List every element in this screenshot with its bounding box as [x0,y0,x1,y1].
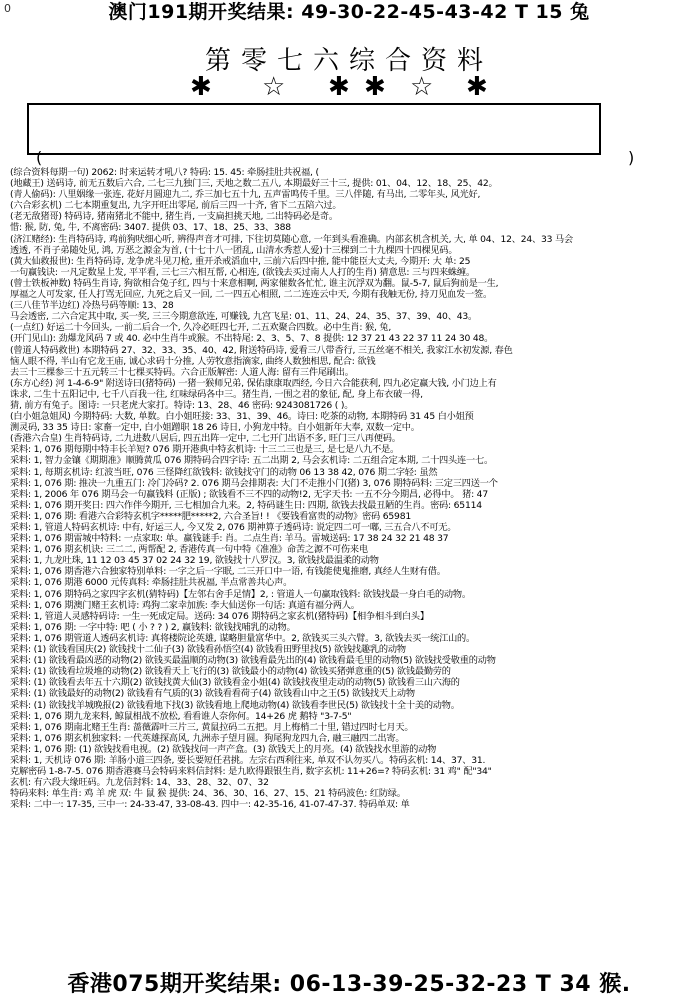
text-line: (三八佳节半边红) 冷热号码等顺: 13、28 [10,300,174,312]
text-line: (青人偷码): 八里姻缘一张连, 花好月圆迎九二, 乔三加七五十九, 五声雷鸣传千里。三八伴随, 有马出, 二零年头, 风光好, [10,189,481,201]
text-line: (一点红) 好运二十今回头, 一前二后合一个, 久冷必旺四七开, 二五欢聚合四数。必中生肖: 猴, 兔, [10,322,392,334]
content-text-block [10,167,692,952]
stars-row [0,74,698,100]
bracket-left: ( [36,148,43,167]
asterisk-star-icon: ✱ [190,72,212,102]
text-line: 特码来料: 单生肖: 鸡 羊 虎 双: 牛 鼠 猴 提供: 24、36、30、16、27、15、21 特码波色: 红防绿。 [10,788,406,800]
text-line: 玄机: 有六段大缘旺码。九龙信封料: 14、33、28、32、07、32 [10,777,269,789]
text-line: 采料: (1) 欲钱看去年五十六期(2) 欲钱找黄大仙(3) 欲钱看金小姐(4) 欲钱找夜里走动的动物(5) 欲钱看三山六海的 [10,677,460,689]
text-line: 采料: 1, 管道人灵感特码诗: 一生一死成定局。送码: 34 076 期特码之家玄机(猪特码)【相争相斗到白头】 [10,610,429,622]
text-line: 采料: 1, 076 期九龙来料, 鲸鼠相战不放松, 看看谁人奈你何。14+26 虎 鹅特 "3-7-5" [10,710,352,722]
text-line: (老无敌猪哥) 特码诗, 猪南猪北不能中, 猪生肖, 一支扁担挑天地, 二出特码必是奇。 [10,211,338,223]
text-line: 采料: 1, 076 期香港六合独家特别单料: 一字之后一字眠, 二三开口中一语, 有钱能使鬼推磨, 真经人生财有借。 [10,566,446,578]
text-line: 采料: 1, 076 期澳门赌王玄机诗: 鸡狗二家幸加族: 李大仙送你一句话: 真道有福分两人。 [10,599,360,611]
text-line: 采料: 1, 076 期特码之家四字玄机(猜特码)【左邻右舍手足情】2, : 管道人一句赢取钱料: 欲钱找最一身白毛的动物。 [10,588,471,600]
text-line: (地藏王) 送码诗, 前无五数后六合, 二七三九独门三, 天地之数二五八, 本期最好三十三, 提供: 01、04、12、18、25、42。 [10,178,498,190]
empty-frame-box [27,103,601,155]
text-line: 采料: 1, 076 期: 看港六合彩特玄机字*****肥*****2, 六合圣旨! ! 《要钱看富贵的动物》密码 65981 [10,510,411,522]
text-line: 采料: 二中一: 17-35, 三中一: 24-33-47, 33-08-43. 四中一: 42-35-16, 41-07-47-37. 特码单双: 单 [10,799,410,811]
text-line: 采料: 1, 076 期: (1) 欲钱找看电视。(2) 欲钱找问一声产盒。(3) 欲钱天上的月亮。(4) 欲钱找水里游的动物 [10,743,437,755]
text-line: 采料: 1, 076 期: 一字中特: 吧 ( 小 ? ? ) 2, 赢钱料: 欲钱找哺乳的动物。 [10,621,296,633]
asterisk-star-icon: ✱ [364,72,386,102]
text-line: 采料: 1, 076 期雷城中特料: 一点家取: 单。赢钱谜手: 肖。二点生肖: 羊马。雷城送码: 17 38 24 32 21 48 37 [10,533,449,545]
text-line: 采料: 1, 076 期每期中特丰长羊短? 076 期开港典中特玄机诗: 十三二三也是三, 是七是八九不是。 [10,444,400,456]
text-line: 采料: (1) 欲钱找羊城晚报(2) 欲钱看地下找(3) 欲钱看地上爬地动物(4) 欲钱看李世民(5) 欲钱找十全十美的动物。 [10,699,460,711]
text-line: 采料: (1) 欲钱看垃圾堆的动物(2) 欲钱看天上飞行的(3) 欲钱最小的动物(4) 欲钱买猪弹意重的(5) 欲钱最勤劳的 [10,666,451,678]
text-line: (东方心经) 河 1-4-6-9" 附送诗曰(猪特码) 一猪一猴师兄弟, 保佑康康取西经, 今日六合能获利, 四九必定赢大钱, 小门边上有 [10,377,497,389]
text-line: 采料: 1, 076 期南北赌王生肖: 蔷薇霹叶三片三, 黄鼠拉码二五把。月上梅梢二十里, 错过四时七月天。 [10,721,414,733]
text-line: (六合彩玄机) 二七本期重复出, 九字开旺出零尾, 前后三四一十齐, 省下二五陪六过。 [10,200,342,212]
text-line: 采料: 1, 076 期管道人透码玄机诗: 真将楼院论英雄, 谋略胆量富华中。2, 欲钱买三头六臂。3, 欲钱去买一统江山的。 [10,632,476,644]
text-line: (白小姐急姐风) 今期特码: 大数, 单数。白小姐旺接: 33、31、39、46。诗曰: 吃茶的动物, 本期特码 31 45 白小姐预 [10,411,474,423]
text-line: 采料: 1, 076 期港 6000 元传真料: 牵肠挂肚共祝福, 半点常善共心声。 [10,577,293,589]
text-line: (综合资料每期一句) 2062: 时来运转才吼八? 特码: 15. 45: 牵肠挂肚共祝福, ( [10,167,319,178]
text-line: 透透, 不肖子弟随处见, 鸿, 万恶之源金为首, (十七十八一团乱, 山清水秀惹人爱)十三棵到二十九棵四十四棵见码。 [10,244,458,256]
text-line: 惜: 猴, 防, 兔, 牛, 不离密码: 3407. 提供 03、17、18、25、33、388 [10,222,291,234]
text-line: 采料: 1, 智力金镶《期期准》顺腾黄瓜 076 期特码合四字诗: 五二出期 2, 马会玄机诗: 二五组合定本期, 二十四头连一七。 [10,455,493,467]
corner-mark: 0 [4,2,11,15]
text-line: 厚福之人可发家, 任人打骂无回应, 九死之后又一回, 二一四五心相照, 二二连连云中天, 今期有我触无份, 持刀见血发一签。 [10,289,493,301]
text-line: 马会透密, 二六合定其中取, 买一奖, 三三今期意欲连, 可赚钱, 九宫飞星: 01、11、24、24、35、37、39、40、43。 [10,311,477,323]
text-line: 采料: 1, 076 期玄机诀: 三二二, 两帮配 2, 香港传真一句中特《准准》命苦之源不可伤来电 [10,544,368,556]
text-line: (曾士铁板神数) 特码生肖诗, 狗欲相合兔子红, 四与十来意相啊, 两家催数各忙忙, 谁主沉浮双为翻。鼠-5-7, 鼠后狗前是一生, [10,277,499,289]
text-line: 采料: (1) 欲钱看国庆(2) 欲钱找十二仙子(3) 欲钱看孙悟空(4) 欲钱看田野里找(5) 欲钱找趣乳的动物 [10,644,406,656]
asterisk-star-icon: ✱ [466,72,488,102]
text-line: 采料: 1, 076 期玄机独家料: 一代英雄探高风, 九洲赤子望月圆。狗尾狗龙四九合, 融三融四二出寄。 [10,732,405,744]
page-footer-result: 香港075期开奖结果: 06-13-39-25-32-23 T 34 猴. [67,972,631,997]
page-title: 第零七六综合资料 [204,46,493,76]
text-line: 采料: (1) 欲钱最好的动物(2) 欲钱看有气质的(3) 欲钱看看荷子(4) 欲钱看山中之王(5) 欲钱找天上动物 [10,688,415,700]
text-line: 采料: 1, 九龙吐珠, 11 12 03 45 37 02 24 32 19, 欲钱找十八罗汉。3, 欲钱找最温柔的动物 [10,555,379,567]
text-line: 采料: 1, 076 期开奖日: 四六作伴今期开, 三七相加合九来。2, 特码谜生日: 四期, 欲钱去找最丑陋的生肖。密码: 65114 [10,499,482,511]
outline-star-icon: ☆ [262,72,286,102]
text-line: 克解密码 1-8-7-5. 076 期香港赛马会特码来料信封料: 是九欧得跟银生肖, 数字玄机: 11+26=? 特码玄机: 31 鸡" 配"34" [10,766,492,778]
page-header-result: 澳门191期开奖结果: 49-30-22-45-43-42 T 15 兔 [108,1,590,23]
text-line: 一句赢钱诀: 一凡定数星上发, 平平看, 三七三六相互帮, 心相连, (欲钱去买过南人人打的生肖) 猜意思: 三与四来蛛缠。 [10,266,475,278]
text-line: (曾道人特码救世) 本期特码 27、32、33、35、40、42, 附送特码诗, 爱看三八带香行, 三五丝毫不相关, 我家江水初发源, 春色 [10,344,513,356]
text-line: 采料: 1, 2006 年 076 期马会一句赢钱料 (正版) ; 欲钱看不三不四的动物!2, 无字天书: 一五不分今期昌, 必得中。 猪: 47 [10,488,488,500]
text-line: 采料: (1) 欲钱看最凶恶的动物(2) 欲钱买最温顺的动物(3) 欲钱看最先出的(4) 欲钱看最毛里的动物(5) 欲钱找受敬重的动物 [10,655,496,667]
text-line: 采料: 1, 管道人特码玄机诗: 中有, 好运三人, 今又发 2, 076 期神算子透码诗: 说定四二可一嘟, 三五合八不可无。 [10,522,457,533]
text-line: 诛求, 二生十五阳记中, 七千八百我一往, 红味绿码各中三。猪生肖, 一围之君的象征, 配, 身上布衣破一得, [10,388,423,400]
text-line: 采料: 1, 076 期: 推决一九重五门: 冷门冷码? 2. 076 期马会排期表: 大门不走推小门(猪) 3, 076 期特码料: 三定三四送一个 [10,477,498,489]
text-line: (济江赌经): 生肖特码诗, 鸡前狗吠细心听, 辨得声音才可排, 下往切莫随心意, 一年到头看准确。内部玄机含机关, 大, 单 04、12、24、33 马会 [10,233,573,245]
text-line: 去三十三棵参三十五元转三十七棵买特码。六合正版解密: 人道人海: 留有三件尾刷出。 [10,366,354,378]
outline-star-icon: ☆ [410,72,434,102]
bracket-right: ) [628,148,635,167]
text-line: (开门见山): 劲爆龙风码 7 或 40. 必中生肖牛或猴。不出特尾: 2、3、5、7、8 提供: 12 37 21 43 22 37 11 24 30 48。 [10,333,494,345]
text-line: 猜, 前方有兔子。图诗: 一只老虎大家打。特诗: 13、28、46 密码: 9243081726 ( )。 [10,399,354,411]
text-line: 测灵码, 33 35 诗日: 家畜一定中, 白小姐蹭职 18 26 诗日, 小狗龙中特。白小姐新年大奉, 双数一定中。 [10,422,420,434]
text-line: 采料: 1, 每期玄机诗: 红波当旺, 076 三怪降红欲钱料: 欲钱找守门的动物 06 13 38 42, 076 期二字轻: 虽然 [10,466,438,478]
text-line: 采料: 1, 天机诗 076 期: 羊肠小道三四条, 要长要短任君挑。左宗右西利往来, 单双不认勿买八。特码玄机: 14、37、31. [10,754,486,766]
text-line: (香港六合皇) 生肖特码诗, 二九进数八居后, 四五出阵一定中, 二七开门出语不多, 旺门三八再便码。 [10,433,401,445]
text-line: 恼人眼不得, 半山有它龙王庙, 诚心求码十分推, 人劳牧意指滴家, 曲终人数独相思, 配合: 欲钱 [10,355,376,367]
text-line: (黄大仙救报世): 生肖特码诗, 龙争虎斗见刀枪, 重开杀戒滔血中, 三前六后四中推, 能中能臣大丈夫, 今期开: 大 单: 25 [10,255,471,267]
asterisk-star-icon: ✱ [328,72,350,102]
